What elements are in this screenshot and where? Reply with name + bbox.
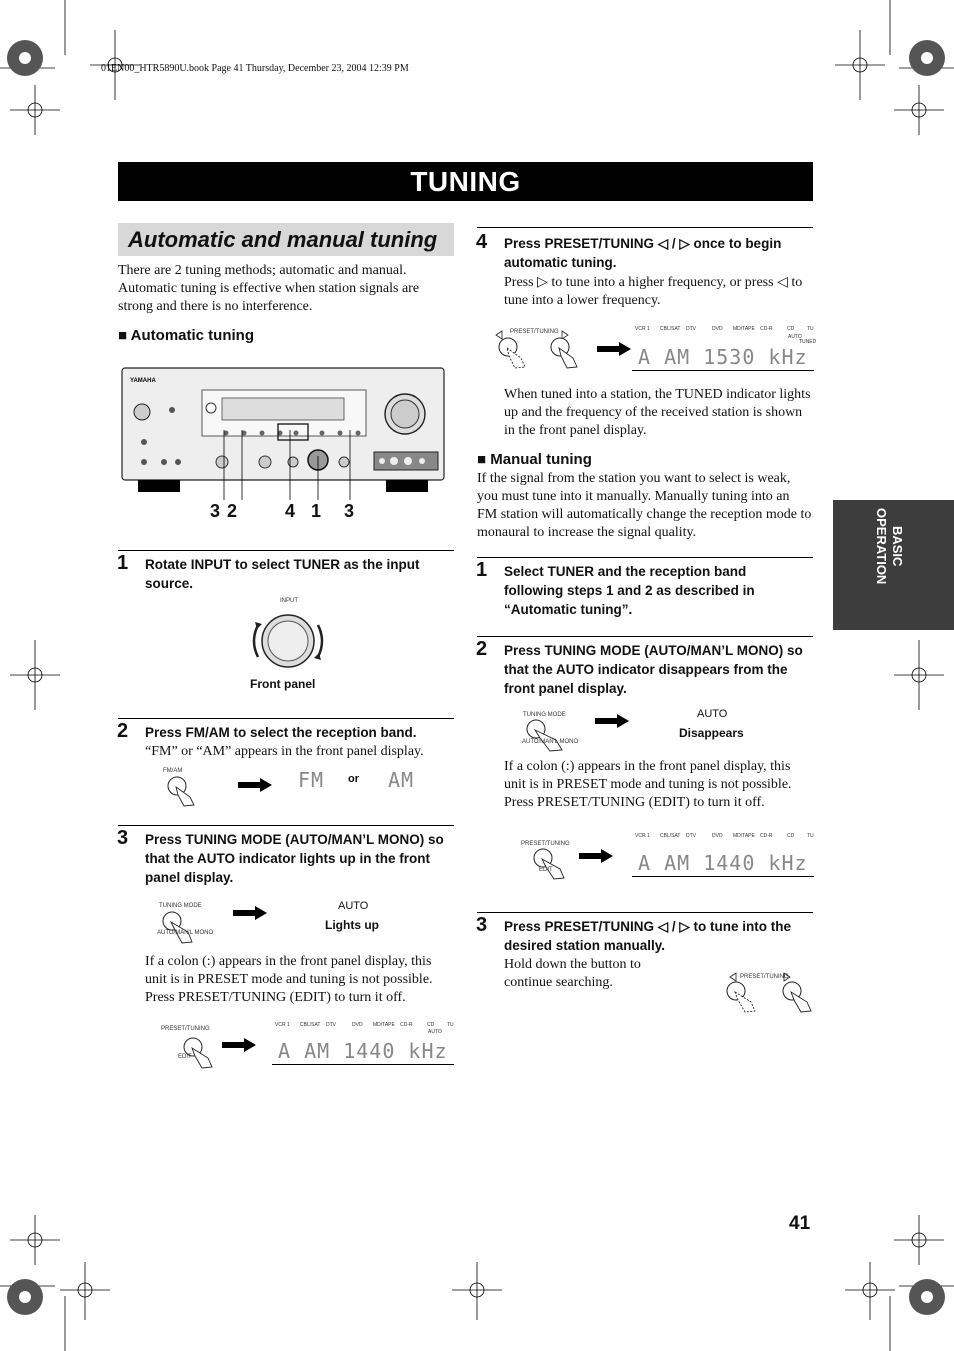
- ind-dvd: DVD: [712, 326, 723, 332]
- arrow-right-icon: [597, 342, 631, 356]
- fm-am-button-press-icon: [164, 775, 204, 807]
- tuning-mode-label: TUNING MODE: [159, 903, 202, 909]
- front-panel-display: [632, 324, 817, 370]
- preset-tuning-label: PRESET/TUNING: [510, 329, 559, 335]
- step-number: 3: [476, 914, 488, 936]
- step-rule: [477, 227, 813, 228]
- front-panel-caption: Front panel: [250, 677, 316, 691]
- callout-1: 1: [311, 501, 322, 521]
- arrow-right-icon: [579, 849, 613, 863]
- callout-4: 4: [285, 501, 296, 521]
- manual-intro: If the signal from the station you want to select is weak, you must tune into it manually. Manually tuning into an FM station will automatically change the reception mode to monaural to increase the signal quality.: [477, 471, 812, 540]
- step-instruction: Press TUNING MODE (AUTO/MAN’L MONO) so that the AUTO indicator disappears from the front panel display.: [504, 643, 803, 696]
- arrow-right-icon: [238, 778, 272, 792]
- callout-3a: 3: [210, 501, 221, 521]
- ind-mdtape: MD/TAPE: [733, 326, 755, 332]
- step-number: 3: [117, 827, 129, 849]
- ind-cdr: CD-R: [400, 1022, 413, 1028]
- side-tab-line2: OPERATION: [874, 508, 889, 585]
- edit-button-press-icon: [180, 1035, 220, 1069]
- arrow-right-icon: [595, 714, 629, 728]
- step-instruction: Press FM/AM to select the reception band.: [145, 725, 417, 740]
- step-number: 2: [117, 720, 129, 742]
- ind-cd: CD: [427, 1022, 435, 1028]
- page-number: 41: [789, 1213, 811, 1234]
- ind-tuned: TUNED: [799, 339, 817, 345]
- section-title: Automatic and manual tuning: [118, 223, 454, 256]
- tuning-mode-button-press-icon: [524, 718, 580, 752]
- edit-label: EDIT: [539, 867, 553, 873]
- manual-tuning-heading: ■ Manual tuning: [477, 451, 592, 468]
- preset-tuning-label: PRESET/TUNING: [521, 841, 570, 847]
- print-header: 01EN00_HTR5890U.book Page 41 Thursday, December 23, 2004 12:39 PM: [101, 63, 409, 74]
- edit-label: EDIT: [178, 1054, 192, 1060]
- ind-dvd: DVD: [352, 1022, 363, 1028]
- step-note: If a colon (:) appears in the front panel display, this unit is in PRESET mode and tuning is not possible. Press PRESET/TUNING (EDIT) to turn it off.: [145, 954, 433, 1005]
- step-rule: [118, 825, 454, 826]
- step-number: 2: [476, 638, 488, 660]
- tuning-mode-button-press-icon: [160, 910, 212, 944]
- edit-button-press-icon: [530, 846, 580, 880]
- front-panel-display: [632, 831, 814, 876]
- ind-cblsat: CBL/SAT: [660, 833, 681, 839]
- brand-logo: YAMAHA: [130, 378, 156, 384]
- step-instruction: Press PRESET/TUNING ◁ / ▷ once to begin automatic tuning.: [504, 236, 782, 270]
- ind-dtv: DTV: [326, 1022, 336, 1028]
- auto-indicator: AUTO: [338, 900, 369, 912]
- ind-auto: AUTO: [428, 1029, 442, 1035]
- ind-dvd: DVD: [712, 833, 723, 839]
- ind-auto: AUTO: [788, 334, 802, 340]
- lights-up-caption: Lights up: [325, 918, 379, 932]
- front-panel-display: [272, 1020, 454, 1064]
- intro-text: There are 2 tuning methods; automatic and manual. Automatic tuning is effective when station signals are strong and there is no interference.: [118, 263, 420, 314]
- ind-cd: CD: [787, 326, 795, 332]
- step-rule: [477, 557, 813, 558]
- ind-cdr: CD-R: [760, 326, 773, 332]
- step-rule: [477, 636, 813, 637]
- disappears-caption: Disappears: [679, 726, 744, 740]
- preset-tuning-buttons-icon: [722, 972, 816, 1014]
- tuning-mode-sublabel: AUTO/MAN'L MONO: [522, 739, 579, 745]
- ind-cd: CD: [787, 833, 795, 839]
- ind-cblsat: CBL/SAT: [660, 326, 681, 332]
- display-underline: [632, 370, 814, 371]
- lcd-am: AM: [388, 768, 415, 792]
- tuned-explanation: When tuned into a station, the TUNED indicator lights up and the frequency of the received station is shown in the front panel display.: [504, 387, 811, 438]
- callout-2: 2: [227, 501, 238, 521]
- input-knob-icon: [248, 605, 328, 677]
- ind-tu: TU: [807, 833, 814, 839]
- ind-vcr1: VCR 1: [635, 326, 650, 332]
- lcd-readout: A AM 1440 kHz: [278, 1039, 448, 1063]
- ind-mdtape: MD/TAPE: [373, 1022, 395, 1028]
- arrow-right-icon: [233, 906, 267, 920]
- display-underline: [272, 1064, 454, 1065]
- ind-vcr1: VCR 1: [635, 833, 650, 839]
- step-note: Press ▷ to tune into a higher frequency, or press ◁ to tune into a lower frequency.: [504, 275, 803, 308]
- ind-cdr: CD-R: [760, 833, 773, 839]
- lcd-readout: A AM 1440 kHz: [638, 851, 808, 875]
- ind-dtv: DTV: [686, 833, 696, 839]
- preset-tuning-label: PRESET/TUNING: [161, 1026, 210, 1032]
- callout-3b: 3: [344, 501, 355, 521]
- tuning-mode-label: TUNING MODE: [523, 712, 566, 718]
- preset-tuning-buttons-icon: [494, 327, 586, 371]
- tuning-mode-sublabel: AUTO/MAN'L MONO: [157, 930, 214, 936]
- automatic-tuning-heading: ■ Automatic tuning: [118, 327, 254, 344]
- ind-vcr1: VCR 1: [275, 1022, 290, 1028]
- step-number: 1: [117, 552, 129, 574]
- step-rule: [477, 912, 813, 913]
- lcd-readout: A AM 1530 kHz: [638, 345, 808, 369]
- section-side-tab: [833, 500, 954, 630]
- display-underline: [632, 876, 814, 877]
- ind-mdtape: MD/TAPE: [733, 833, 755, 839]
- auto-indicator: AUTO: [697, 708, 728, 720]
- side-tab-line1: BASIC: [890, 525, 905, 567]
- page-title: TUNING: [118, 162, 813, 201]
- ind-dtv: DTV: [686, 326, 696, 332]
- step-instruction: Press TUNING MODE (AUTO/MAN’L MONO) so that the AUTO indicator lights up in the front panel display.: [145, 832, 444, 885]
- step-instruction: Select TUNER and the reception band following steps 1 and 2 as described in “Automatic tuning”.: [504, 564, 755, 617]
- callout-lines: [118, 400, 448, 510]
- step-instruction: Press PRESET/TUNING ◁ / ▷ to tune into the desired station manually.: [504, 919, 792, 953]
- input-knob-label: INPUT: [280, 598, 298, 604]
- step-note: Hold down the button to continue searching.: [504, 957, 641, 990]
- step-note: “FM” or “AM” appears in the front panel display.: [145, 744, 424, 759]
- ind-cblsat: CBL/SAT: [300, 1022, 321, 1028]
- step-number: 4: [476, 231, 488, 253]
- preset-tuning-label: PRESET/TUNING: [740, 974, 789, 980]
- ind-tu: TU: [447, 1022, 454, 1028]
- fm-am-button-label: FM/AM: [163, 768, 183, 774]
- or-label: or: [348, 773, 359, 785]
- arrow-right-icon: [222, 1038, 256, 1052]
- lcd-fm: FM: [298, 768, 325, 792]
- step-number: 1: [476, 559, 488, 581]
- step-rule: [118, 718, 454, 719]
- step-rule: [118, 550, 454, 551]
- step-note: If a colon (:) appears in the front panel display, this unit is in PRESET mode and tuning is not possible. Press PRESET/TUNING (EDIT) to turn it off.: [504, 759, 792, 810]
- step-instruction: Rotate INPUT to select TUNER as the input source.: [145, 557, 420, 591]
- ind-tu: TU: [807, 326, 814, 332]
